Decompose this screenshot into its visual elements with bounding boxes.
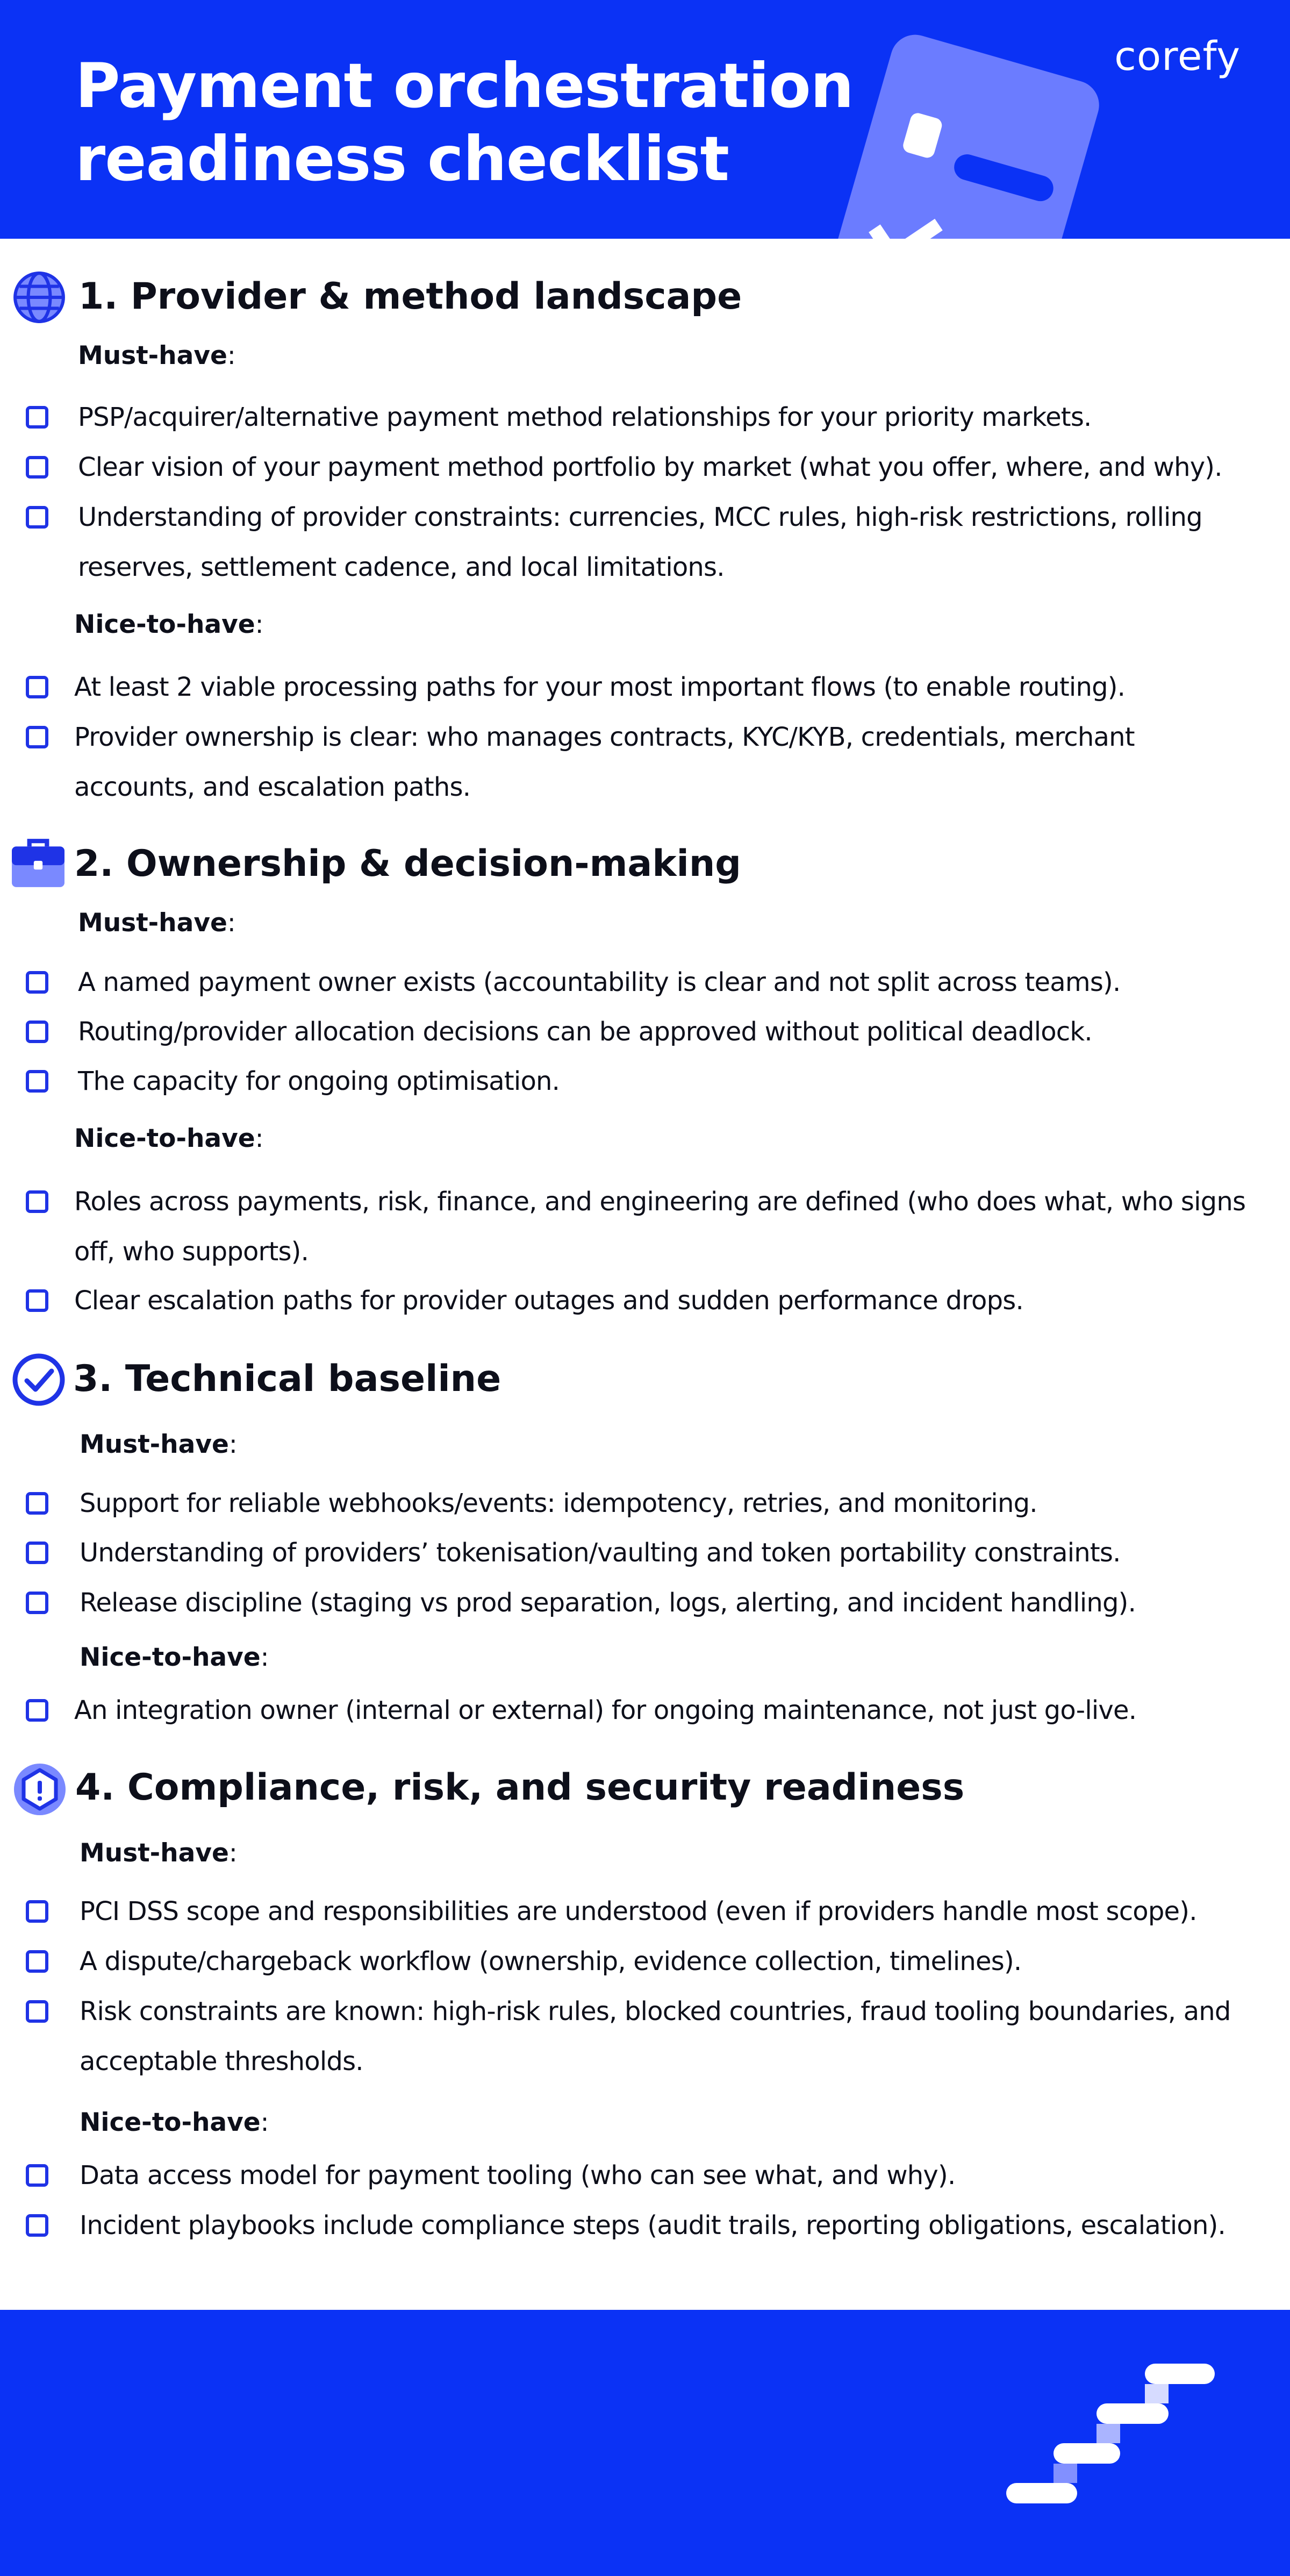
checkbox[interactable] xyxy=(26,506,48,529)
footer-banner xyxy=(0,2310,1290,2576)
item-text: Clear vision of your payment method portfolio by market (what you offer, where, and why). xyxy=(78,452,1222,482)
checkbox[interactable] xyxy=(26,726,48,748)
item-text: An integration owner (internal or external) for ongoing maintenance, not just go-live. xyxy=(74,1695,1137,1725)
section-title-compliance: 4. Compliance, risk, and security readiness xyxy=(75,1766,965,1809)
item-text: A dispute/chargeback workflow (ownership, evidence collection, timelines). xyxy=(80,1946,1022,1976)
must-have-label: Must-have: xyxy=(80,1430,238,1459)
item-text: Routing/provider allocation decisions can be approved without political deadlock. xyxy=(78,1017,1092,1047)
item-text: PCI DSS scope and responsibilities are understood (even if providers handle most scope). xyxy=(80,1896,1197,1926)
stairs-icon xyxy=(1000,2364,1226,2525)
checkbox[interactable] xyxy=(26,2000,48,2023)
checkbox[interactable] xyxy=(26,1492,48,1515)
item-text: PSP/acquirer/alternative payment method relationships for your priority markets. xyxy=(78,402,1092,432)
nice-to-have-label: Nice-to-have: xyxy=(74,610,264,639)
check-circle-icon xyxy=(12,1353,66,1407)
item-text: Release discipline (staging vs prod separation, logs, alerting, and incident handling). xyxy=(80,1588,1136,1618)
item-text: Provider ownership is clear: who manages contracts, KYC/KYB, credentials, merchant accounts, and escalation paths. xyxy=(74,722,1135,802)
item-text: Risk constraints are known: high-risk rules, blocked countries, fraud tooling boundaries, and acceptable thresholds. xyxy=(80,1996,1231,2077)
checkbox[interactable] xyxy=(26,971,48,994)
item-text: Clear escalation paths for provider outages and sudden performance drops. xyxy=(74,1286,1023,1316)
section-title-ownership: 2. Ownership & decision-making xyxy=(74,843,741,885)
globe-icon xyxy=(12,270,67,325)
must-have-label: Must-have: xyxy=(78,341,236,370)
checkbox[interactable] xyxy=(26,1900,48,1923)
section-title-provider: 1. Provider & method landscape xyxy=(78,275,742,318)
page-title xyxy=(75,49,882,196)
item-text: Incident playbooks include compliance steps (audit trails, reporting obligations, escalation). xyxy=(80,2210,1226,2240)
item-text: The capacity for ongoing optimisation. xyxy=(78,1066,560,1096)
briefcase-icon xyxy=(11,837,66,888)
checkbox[interactable] xyxy=(26,676,48,698)
checkbox[interactable] xyxy=(26,1021,48,1043)
checkbox[interactable] xyxy=(26,2214,48,2237)
checkbox[interactable] xyxy=(26,1190,48,1213)
checkbox[interactable] xyxy=(26,2164,48,2187)
must-have-label: Must-have: xyxy=(80,1838,238,1868)
must-have-label: Must-have: xyxy=(78,908,236,938)
title-line-1: Payment orchestration xyxy=(75,50,854,122)
checkbox[interactable] xyxy=(26,406,48,429)
item-text: Data access model for payment tooling (who can see what, and why). xyxy=(80,2160,956,2190)
checkbox[interactable] xyxy=(26,1070,48,1093)
checkbox[interactable] xyxy=(26,1699,48,1722)
header-banner xyxy=(0,0,1290,239)
checkbox[interactable] xyxy=(26,456,48,479)
item-text: At least 2 viable processing paths for your most important flows (to enable routing). xyxy=(74,672,1126,702)
checkbox[interactable] xyxy=(26,1542,48,1564)
item-text: A named payment owner exists (accountability is clear and not split across teams). xyxy=(78,967,1121,997)
checkbox[interactable] xyxy=(26,1289,48,1312)
item-text: Understanding of provider constraints: currencies, MCC rules, high-risk restrictions, rolling reserves, settlement cadence, and local limitations. xyxy=(78,502,1202,582)
item-text: Roles across payments, risk, finance, and engineering are defined (who does what, who signs off, who supports). xyxy=(74,1187,1246,1267)
item-text: Support for reliable webhooks/events: idempotency, retries, and monitoring. xyxy=(80,1488,1037,1518)
nice-to-have-label: Nice-to-have: xyxy=(74,1124,264,1153)
nice-to-have-label: Nice-to-have: xyxy=(80,2108,269,2137)
title-line-2: readiness checklist xyxy=(75,123,729,195)
section-title-technical: 3. Technical baseline xyxy=(73,1358,501,1400)
shield-alert-icon xyxy=(13,1762,67,1816)
checkbox[interactable] xyxy=(26,1950,48,1973)
corefy-logo: corefy xyxy=(1114,33,1241,80)
checkbox[interactable] xyxy=(26,1592,48,1614)
item-text: Understanding of providers’ tokenisation/vaulting and token portability constraints. xyxy=(80,1538,1121,1568)
nice-to-have-label: Nice-to-have: xyxy=(80,1643,269,1672)
